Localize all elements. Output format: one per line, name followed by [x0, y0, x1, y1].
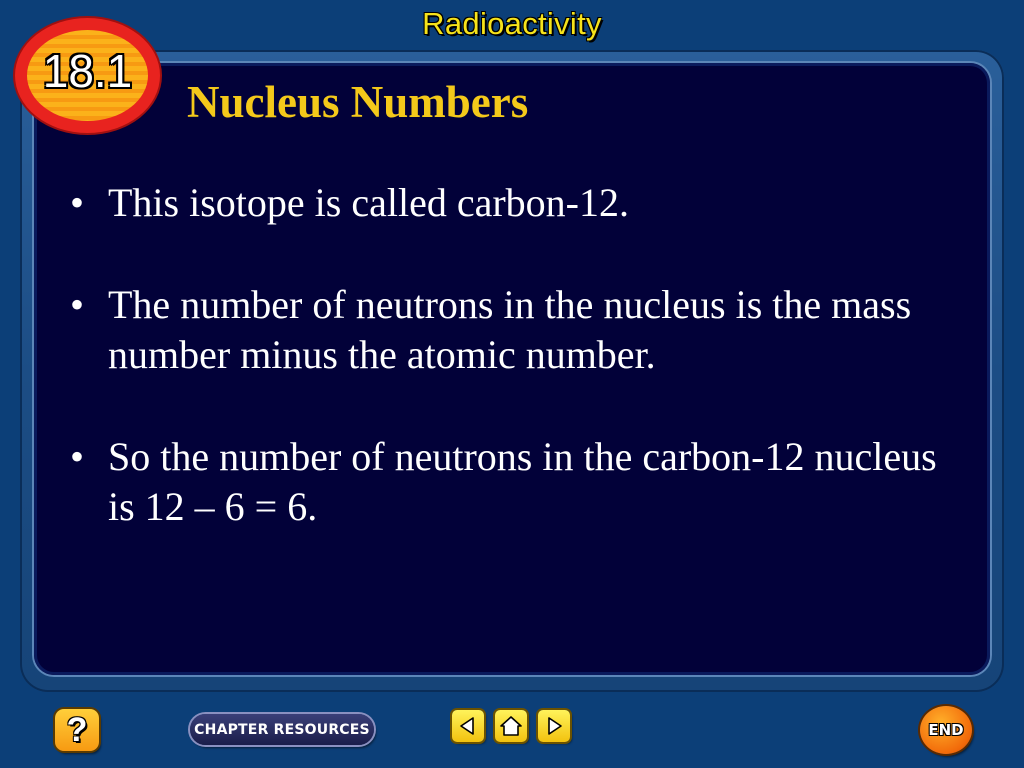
- section-label: Radioactivity: [422, 6, 602, 41]
- bullet-marker: •: [70, 434, 85, 479]
- end-button[interactable]: END: [920, 706, 972, 754]
- next-slide-button[interactable]: [538, 710, 570, 742]
- previous-slide-button[interactable]: [452, 710, 484, 742]
- arrow-left-icon: [457, 715, 479, 737]
- home-button[interactable]: [495, 710, 527, 742]
- slide-title: Nucleus Numbers: [187, 77, 529, 127]
- bullet-text: The number of neutrons in the nucleus is the mass number minus the atomic number.: [108, 282, 912, 377]
- bullet-marker: •: [70, 282, 85, 327]
- section-number: 18.1: [42, 45, 133, 97]
- arrow-right-icon: [543, 715, 565, 737]
- bullet-item: [70, 178, 960, 228]
- chapter-resources-button[interactable]: CHAPTER RESOURCES: [190, 714, 374, 745]
- home-icon: [499, 714, 523, 738]
- bullet-text: This isotope is called carbon-12.: [108, 180, 629, 225]
- bullet-list: [70, 178, 960, 584]
- help-button[interactable]: ?: [55, 709, 99, 751]
- bullet-text: So the number of neutrons in the carbon-12 nucleus is 12 – 6 = 6.: [108, 434, 937, 529]
- section-number-badge: [15, 18, 160, 133]
- bullet-item: [70, 432, 960, 532]
- bullet-marker: •: [70, 180, 85, 225]
- navigation-bar: [0, 700, 1024, 768]
- bullet-item: [70, 280, 960, 380]
